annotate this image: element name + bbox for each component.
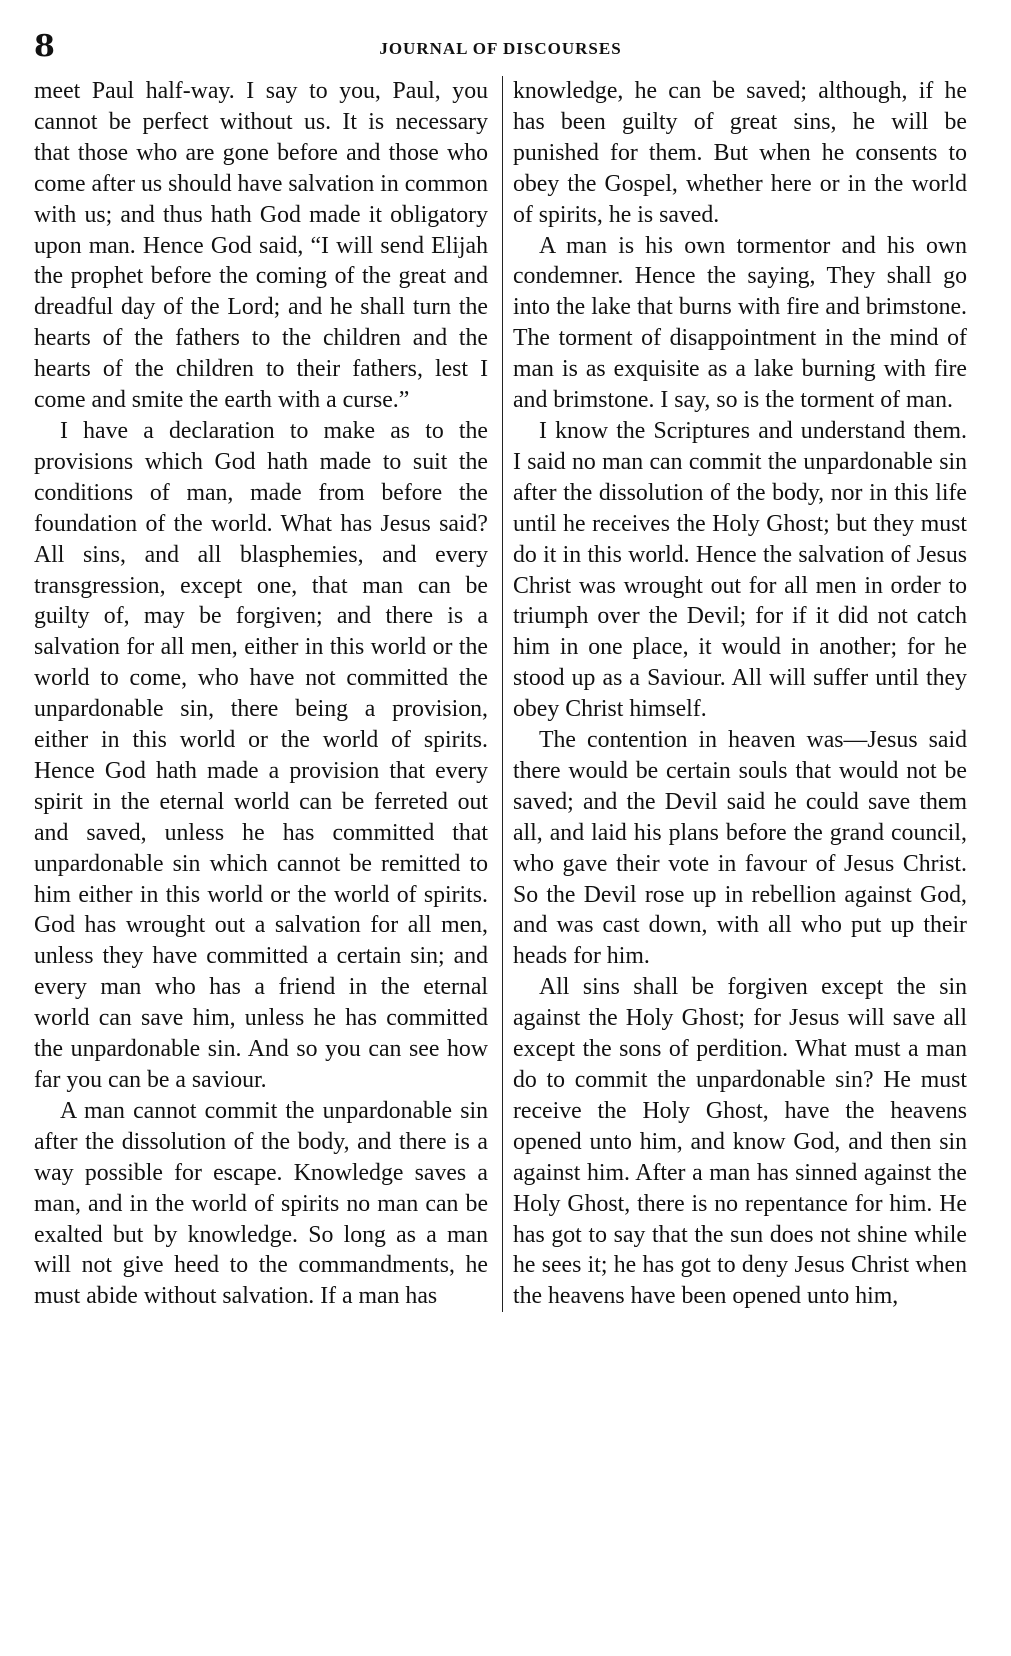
left-column	[34, 76, 488, 1312]
paragraph: I know the Scriptures and understand them. I said no man can commit the unpardonable sin after the dissolution of the body, nor in this life until he receives the Holy Ghost; but they must do it in this world. Hence the salvation of Jesus Christ was wrought out for all men in order to triumph over the Devil; for if it did not catch him in one place, it would in another; for he stood up as a Saviour. All will suffer until they obey Christ himself.	[512, 417, 967, 723]
paragraph: The contention in heaven was—Jesus said there would be certain souls that would not be saved; and the Devil said he could save them all, and laid his plans before the grand council, who gave their vote in favour of Jesus Christ. So the Devil rose up in rebellion against God, and was cast down, with all who put up their heads for him.	[512, 727, 967, 970]
right-column	[513, 76, 967, 1312]
text-columns	[34, 76, 967, 1312]
running-head: JOURNAL OF DISCOURSES	[379, 39, 622, 58]
column-rule	[502, 76, 503, 1312]
paragraph: meet Paul half-way. I say to you, Paul, you cannot be perfect without us. It is necessary that those who are gone before and those who come after us should have salvation in common with us; and thus hath God made it obligatory upon man. Hence God said, “I will send Elijah the prophet before the coming of the great and dreadful day of the Lord; and he shall turn the hearts of the fathers to the children and the hearts of the children to their fathers, lest I come and smite the earth with a curse.”	[34, 78, 489, 414]
paragraph: I have a declaration to make as to the provisions which God hath made to suit the conditions of man, made from before the foundation of the world. What has Jesus said? All sins, and all blasphemies, and every transgression, except one, that man can be guilty of, may be forgiven; and there is a salvation for all men, either in this world or the world to come, who have not committed the unpardonable sin, there being a provision, either in this world or the world of spirits. Hence God hath made a provision that every spirit in the eternal world can be ferreted out and saved, unless he has committed that unpardonable sin which cannot be remitted to him either in this world or the world of spirits. God has wrought out a salvation for all men, unless they have committed a certain sin; and every man who has a friend in the eternal world can save him, unless he has committed the unpardonable sin. And so you can see how far you can be a saviour.	[34, 417, 488, 1093]
page-header	[34, 30, 967, 70]
paragraph: A man is his own tormentor and his own condemner. Hence the saying, They shall go into the lake that burns with fire and brimstone. The torment of disappointment in the mind of man is as exquisite as a lake burning with fire and brimstone. I say, so is the torment of man.	[512, 232, 967, 414]
paragraph: A man cannot commit the unpardonable sin after the dissolution of the body, and there is a way possible for escape. Knowledge saves a man, and in the world of spirits no man can be exalted but by knowledge. So long as a man will not give heed to the commandments, he must abide without salvation. If a man has	[34, 1097, 488, 1310]
page-number: 8	[34, 29, 55, 64]
paragraph: knowledge, he can be saved; although, if he has been guilty of great sins, he will be punished for them. But when he consents to obey the Gospel, whether here or in the world of spirits, he is saved.	[512, 78, 967, 228]
paragraph: All sins shall be forgiven except the sin against the Holy Ghost; for Jesus will save all except the sons of perdition. What must a man do to commit the unpardonable sin? He must receive the Holy Ghost, have the heavens opened unto him, and know God, and then sin against him. After a man has sinned against the Holy Ghost, there is no repentance for him. He has got to say that the sun does not shine while he sees it; he has got to deny Jesus Christ when the heavens have been opened unto him,	[512, 974, 967, 1310]
